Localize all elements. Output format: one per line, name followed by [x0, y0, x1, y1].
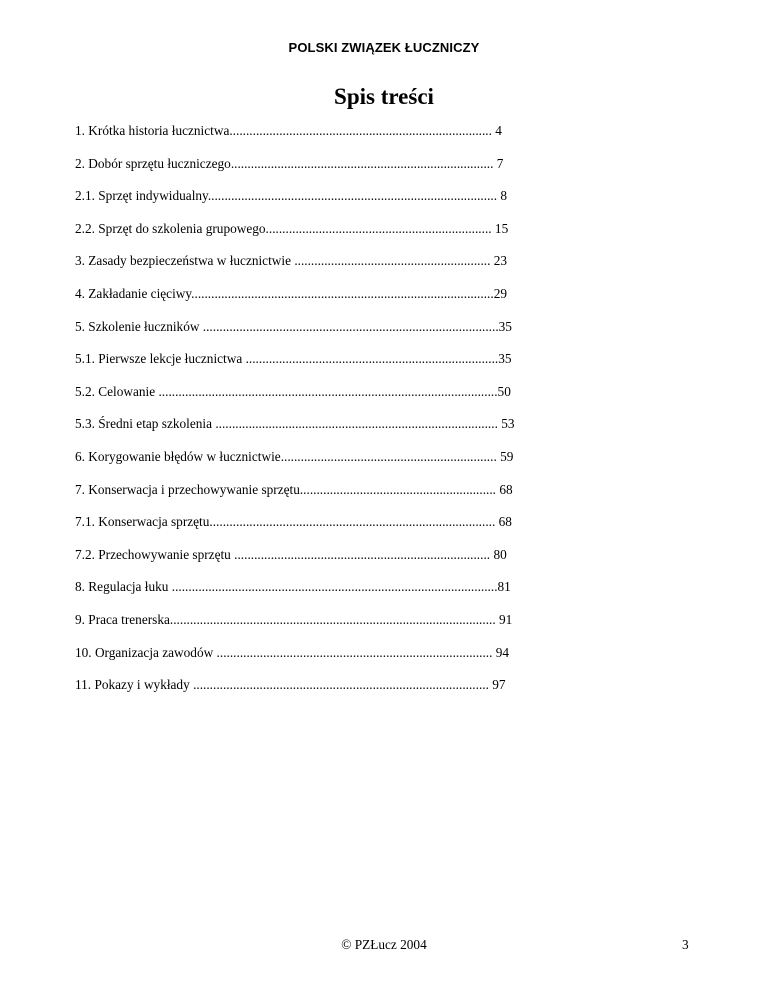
- toc-leader-dots: ......................................................................................: [209, 514, 499, 530]
- toc-entry[interactable]: [75, 318, 575, 351]
- toc-entry-page: 35: [498, 351, 512, 367]
- toc-leader-dots: ...........................................................: [294, 253, 494, 269]
- toc-entry-page: 81: [497, 579, 511, 595]
- toc-entry-title: 5.1. Pierwsze lekcje łucznictwa: [75, 351, 246, 367]
- toc-leader-dots: .......................................................................................: [207, 188, 501, 204]
- toc-entry-page: 68: [499, 481, 513, 497]
- toc-entry-line: [75, 578, 574, 596]
- toc-leader-dots: .................................................................: [280, 448, 501, 464]
- toc-entry-title: 5.2. Celowanie: [75, 383, 159, 399]
- toc-entry-title: 1. Krótka historia łucznictwa: [75, 123, 230, 138]
- toc-entry-line: [75, 252, 572, 270]
- toc-entry-page: 68: [498, 514, 512, 530]
- toc-entry-page: 35: [498, 318, 512, 334]
- toc-entry-line: [75, 220, 572, 238]
- toc-leader-dots: ......................................................................................................: [158, 383, 498, 399]
- toc-entry-line: [75, 448, 572, 466]
- toc-entry-line: [75, 122, 567, 140]
- toc-leader-dots: .............................................................................: [234, 546, 494, 562]
- toc-entry-title: 8. Regulacja łuku: [75, 579, 172, 595]
- toc-entry-line: [75, 350, 574, 368]
- toc-leader-dots: .....................................................................................: [215, 416, 502, 432]
- toc-leader-dots: ....................................................................: [265, 220, 495, 236]
- toc-entry[interactable]: [75, 611, 575, 644]
- toc-entry[interactable]: [75, 155, 575, 188]
- toc-entry-title: 7.1. Konserwacja sprzętu: [75, 514, 210, 530]
- footer-copyright: © PZŁucz 2004: [341, 937, 427, 952]
- toc-entry-page: 4: [495, 123, 502, 138]
- toc-entry-page: 94: [495, 644, 510, 660]
- toc-entry-title: 5.3. Średni etap szkolenia: [75, 416, 216, 432]
- page-number: 3: [682, 937, 689, 952]
- toc-entry-title: 4. Zakładanie cięciwy: [75, 285, 192, 301]
- toc-entry[interactable]: [75, 644, 575, 677]
- table-of-contents: [75, 122, 575, 709]
- toc-entry-line: [75, 644, 572, 662]
- toc-entry[interactable]: [75, 415, 575, 448]
- toc-entry-line: [75, 155, 567, 173]
- toc-entry[interactable]: [75, 187, 575, 220]
- toc-entry-title: 11. Pokazy i wykłady: [75, 677, 194, 693]
- toc-entry-line: [75, 513, 572, 531]
- toc-entry-page: 50: [497, 383, 511, 399]
- toc-entry-title: 7.2. Przechowywanie sprzętu: [75, 546, 235, 562]
- toc-entry-title: 5. Szkolenie łuczników: [75, 318, 203, 334]
- toc-entry[interactable]: [75, 676, 575, 709]
- toc-entry-title: 2. Dobór sprzętu łuczniczego: [75, 155, 231, 171]
- toc-entry[interactable]: [75, 546, 575, 579]
- toc-entry[interactable]: [75, 252, 575, 285]
- toc-entry-page: 8: [500, 188, 508, 204]
- toc-entry-title: 10. Organizacja zawodów: [75, 644, 217, 660]
- toc-entry[interactable]: [75, 578, 575, 611]
- toc-entry-page: 7: [496, 155, 504, 171]
- toc-entry[interactable]: [75, 383, 575, 416]
- toc-entry-page: 29: [493, 285, 507, 301]
- toc-entry-line: [75, 383, 574, 401]
- toc-leader-dots: ...........................................................................................: [191, 285, 494, 301]
- toc-entry-page: 23: [493, 253, 508, 269]
- toc-entry-title: 3. Zasady bezpieczeństwa w łucznictwie: [75, 253, 295, 269]
- toc-entry[interactable]: [75, 285, 575, 318]
- toc-entry-title: 2.2. Sprzęt do szkolenia grupowego: [75, 220, 266, 236]
- toc-leader-dots: ...............................................................................: [230, 155, 497, 171]
- toc-leader-dots: ...............................................................................: [229, 123, 496, 138]
- document-header: POLSKI ZWIĄZEK ŁUCZNICZY: [288, 40, 480, 55]
- page-title: Spis treści: [334, 84, 434, 109]
- toc-entry-title: 9. Praca trenerska: [75, 611, 170, 627]
- toc-entry-page: 59: [500, 448, 514, 464]
- toc-entry[interactable]: [75, 448, 575, 481]
- toc-leader-dots: ..................................................................................................: [171, 579, 498, 595]
- toc-leader-dots: ............................................................................: [245, 351, 499, 367]
- toc-entry-page: 15: [494, 220, 509, 236]
- toc-entry-line: [75, 187, 567, 205]
- toc-entry-line: [75, 611, 572, 629]
- toc-entry-page: 97: [492, 677, 506, 693]
- toc-entry-title: 7. Konserwacja i przechowywanie sprzętu: [75, 481, 300, 497]
- toc-leader-dots: .........................................................................................: [202, 318, 499, 334]
- toc-leader-dots: ...........................................................: [299, 481, 500, 497]
- toc-entry-title: 6. Korygowanie błędów w łucznictwie: [75, 448, 281, 464]
- toc-entry[interactable]: [75, 513, 575, 546]
- toc-entry-line: [75, 415, 572, 433]
- toc-leader-dots: .........................................................................................: [193, 677, 493, 693]
- toc-leader-dots: ...................................................................................: [216, 644, 496, 660]
- toc-leader-dots: ..................................................................................................: [169, 611, 499, 627]
- toc-entry-line: [75, 318, 574, 336]
- toc-entry-title: 2.1. Sprzęt indywidualny: [75, 188, 208, 204]
- toc-entry[interactable]: [75, 350, 575, 383]
- toc-entry-line: [75, 285, 574, 303]
- toc-entry-page: 91: [499, 611, 513, 627]
- toc-entry-line: [75, 481, 572, 499]
- toc-entry[interactable]: [75, 481, 575, 514]
- toc-entry[interactable]: [75, 220, 575, 253]
- toc-entry-page: 53: [501, 416, 515, 432]
- toc-entry[interactable]: [75, 122, 575, 155]
- toc-entry-line: [75, 676, 572, 694]
- toc-entry-line: [75, 546, 572, 564]
- toc-entry-page: 80: [493, 546, 507, 562]
